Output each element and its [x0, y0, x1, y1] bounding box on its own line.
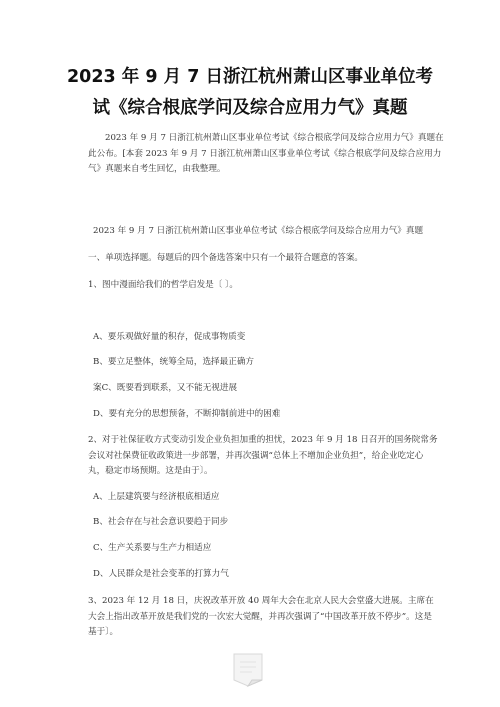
question-1-option-c: 案C、既要看到联系，又不能无视进展: [93, 383, 238, 393]
question-2-option-a: A、上层建筑要与经济根底相适应: [93, 492, 220, 502]
question-1-stem: 1、图中漫面给我们的哲学启发是〔 〕。: [88, 280, 238, 290]
question-2-stem: 2、对于社保征收方式变动引发企业负担加重的担忧，2023 年 9 月 18 日召开的国务院常务会议对社保费征收政策进一步部署，并再次强调“总体上不增加企业负担”，给企业吃定心丸，稳定市场预期。这是由于〕。: [88, 435, 438, 476]
question-1-option-a: A、要乐观做好量的积存，促成事物质变: [93, 332, 246, 342]
page-curl-icon: [228, 650, 272, 690]
question-2-option-b: B、社会存在与社会意识要趋于同步: [93, 517, 229, 527]
intro-paragraph: 2023 年 9 月 7 日浙江杭州萧山区事业单位考试《综合根底学问及综合应用力气》真题在此公布。[本套 2023 年 9 月 7 日浙江杭州萧山区事业单位考试《综合根底学问及综合应用力气》真题来自考生回忆，由我整理。: [88, 133, 444, 174]
question-3-stem: 3、2023 年 12 月 18 日，庆祝改革开放 40 周年大会在北京人民大会堂盛大进展。主席在大会上指出改革开放是我们党的一次宏大觉醒，并再次强调了“中国改革开放不停步”。这是基于〕。: [88, 596, 434, 637]
question-1-option-d: D、要有充分的思想预备，不断抑制前进中的困难: [93, 409, 281, 419]
title-line-2: 试《综合根底学问及综合应用力气》真题: [92, 98, 408, 118]
question-2-option-c: C、生产关系要与生产力相适应: [93, 543, 212, 553]
question-2-option-d: D、人民群众是社会变革的打算力气: [93, 569, 229, 579]
section-title: 2023 年 9 月 7 日浙江杭州萧山区事业单位考试《综合根底学问及综合应用力气》真题: [93, 226, 424, 236]
document-title: [40, 62, 460, 124]
title-line-1: 2023 年 9 月 7 日浙江杭州萧山区事业单位考: [66, 67, 434, 87]
part1-heading: 一、单项选择题。每题后的四个备选答案中只有一个最符合题意的答案。: [88, 253, 364, 263]
question-1-option-b: B、要立足整体，统筹全局，选择最正确方: [93, 357, 255, 367]
